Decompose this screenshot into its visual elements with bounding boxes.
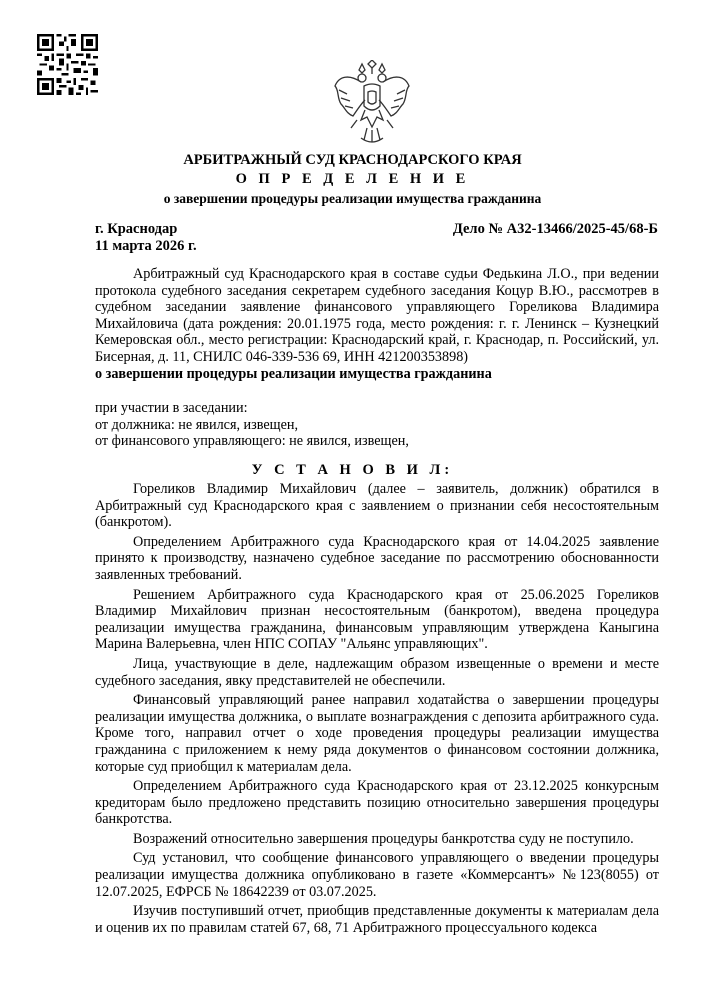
participation-line: от финансового управляющего: не явился, извещен,: [95, 433, 409, 450]
paragraph: Финансовый управляющий ранее направил ходатайства о завершении процедуры реализации имущества должника, о выплате вознаграждения с депозита арбитражного суда. Кроме того, направил отчет о ходе проведения процедуры реализации имущества гражданина с приложением к нему ряда документов о финансовом состоянии должника, которые суд приобщил к материалам дела.: [95, 692, 659, 775]
document-type: О П Р Е Д Е Л Е Н И Е: [235, 171, 470, 187]
main-text: [95, 481, 659, 939]
participation-line: от должника: не явился, извещен,: [95, 416, 299, 433]
paragraph: Лица, участвующие в деле, надлежащим образом извещенные о времени и месте судебного заседания, явку представителей не обеспечили.: [95, 655, 659, 689]
intro-block: [95, 266, 659, 382]
participation-line: при участии в заседании:: [95, 400, 248, 416]
intro-paragraph: Арбитражный суд Краснодарского края в составе судьи Федькина Л.О., при ведении протокола судебного заседания секретарем судебного заседания Коцур В.Ю., рассмотрев в судебном заседании заявление финансового управляющего Гореликова Владимира Михайловича (дата рождения: 20.01.1975 года, место рождения: г. г. Ленинск – Кузнецкий Кемеровская обл., место регистрации: Краснодарский край, г. Краснодар, п. Российский, ул. Бисерная, д. 11, СНИЛС 046-339-536 69, ИНН 421200353898): [95, 266, 659, 365]
intro-subject: о завершении процедуры реализации имущества гражданина: [95, 365, 492, 382]
ruling-date: 11 марта 2026 г.: [95, 238, 197, 254]
paragraph: Суд установил, что сообщение финансового управляющего о введении процедуры реализации имущества должника опубликовано в газете «Коммерсантъ» №123(8055) от 12.07.2025, ЕФРСБ № 18642239 от 03.07.2025.: [95, 850, 659, 900]
case-number: Дело № А32-13466/2025-45/68-Б: [452, 221, 658, 237]
paragraph: Гореликов Владимир Михайлович (далее – заявитель, должник) обратился в Арбитражный суд Краснодарского края с заявлением о признании себя несостоятельным (банкротом).: [95, 481, 659, 531]
paragraph: Изучив поступивший отчет, приобщив представленные документы к материалам дела и оценив их по правилам статей 67, 68, 71 Арбитражного процессуального кодекса: [95, 903, 659, 936]
paragraph: Решением Арбитражного суда Краснодарского края от 25.06.2025 Гореликов Владимир Михайлович признан несостоятельным (банкротом), введена процедура реализации имущества гражданина, финансовым управляющим утверждена Каныгина Марина Валерьевна, член НПС СОПАУ "Альянс управляющих".: [95, 586, 659, 653]
coat-of-arms-emblem: [331, 60, 413, 146]
court-name: АРБИТРАЖНЫЙ СУД КРАСНОДАРСКОГО КРАЯ: [183, 152, 522, 168]
paragraph: Возражений относительно завершения процедуры банкротства суду не поступило.: [133, 830, 634, 847]
paragraph: Определением Арбитражного суда Краснодарского края от 14.04.2025 заявление принято к производству, назначено судебное заседание по рассмотрению обоснованности заявленных требований.: [95, 533, 659, 583]
paragraph: Определением Арбитражного суда Краснодарского края от 23.12.2025 конкурсным кредиторам было предложено представить позицию относительно завершения процедуры банкротства.: [95, 778, 659, 828]
participation-block: [95, 400, 659, 450]
city: г. Краснодар: [95, 221, 178, 237]
document-subject: о завершении процедуры реализации имущества гражданина: [163, 191, 542, 206]
qr-code: [37, 34, 98, 95]
section-title: У С Т А Н О В И Л:: [251, 462, 454, 478]
